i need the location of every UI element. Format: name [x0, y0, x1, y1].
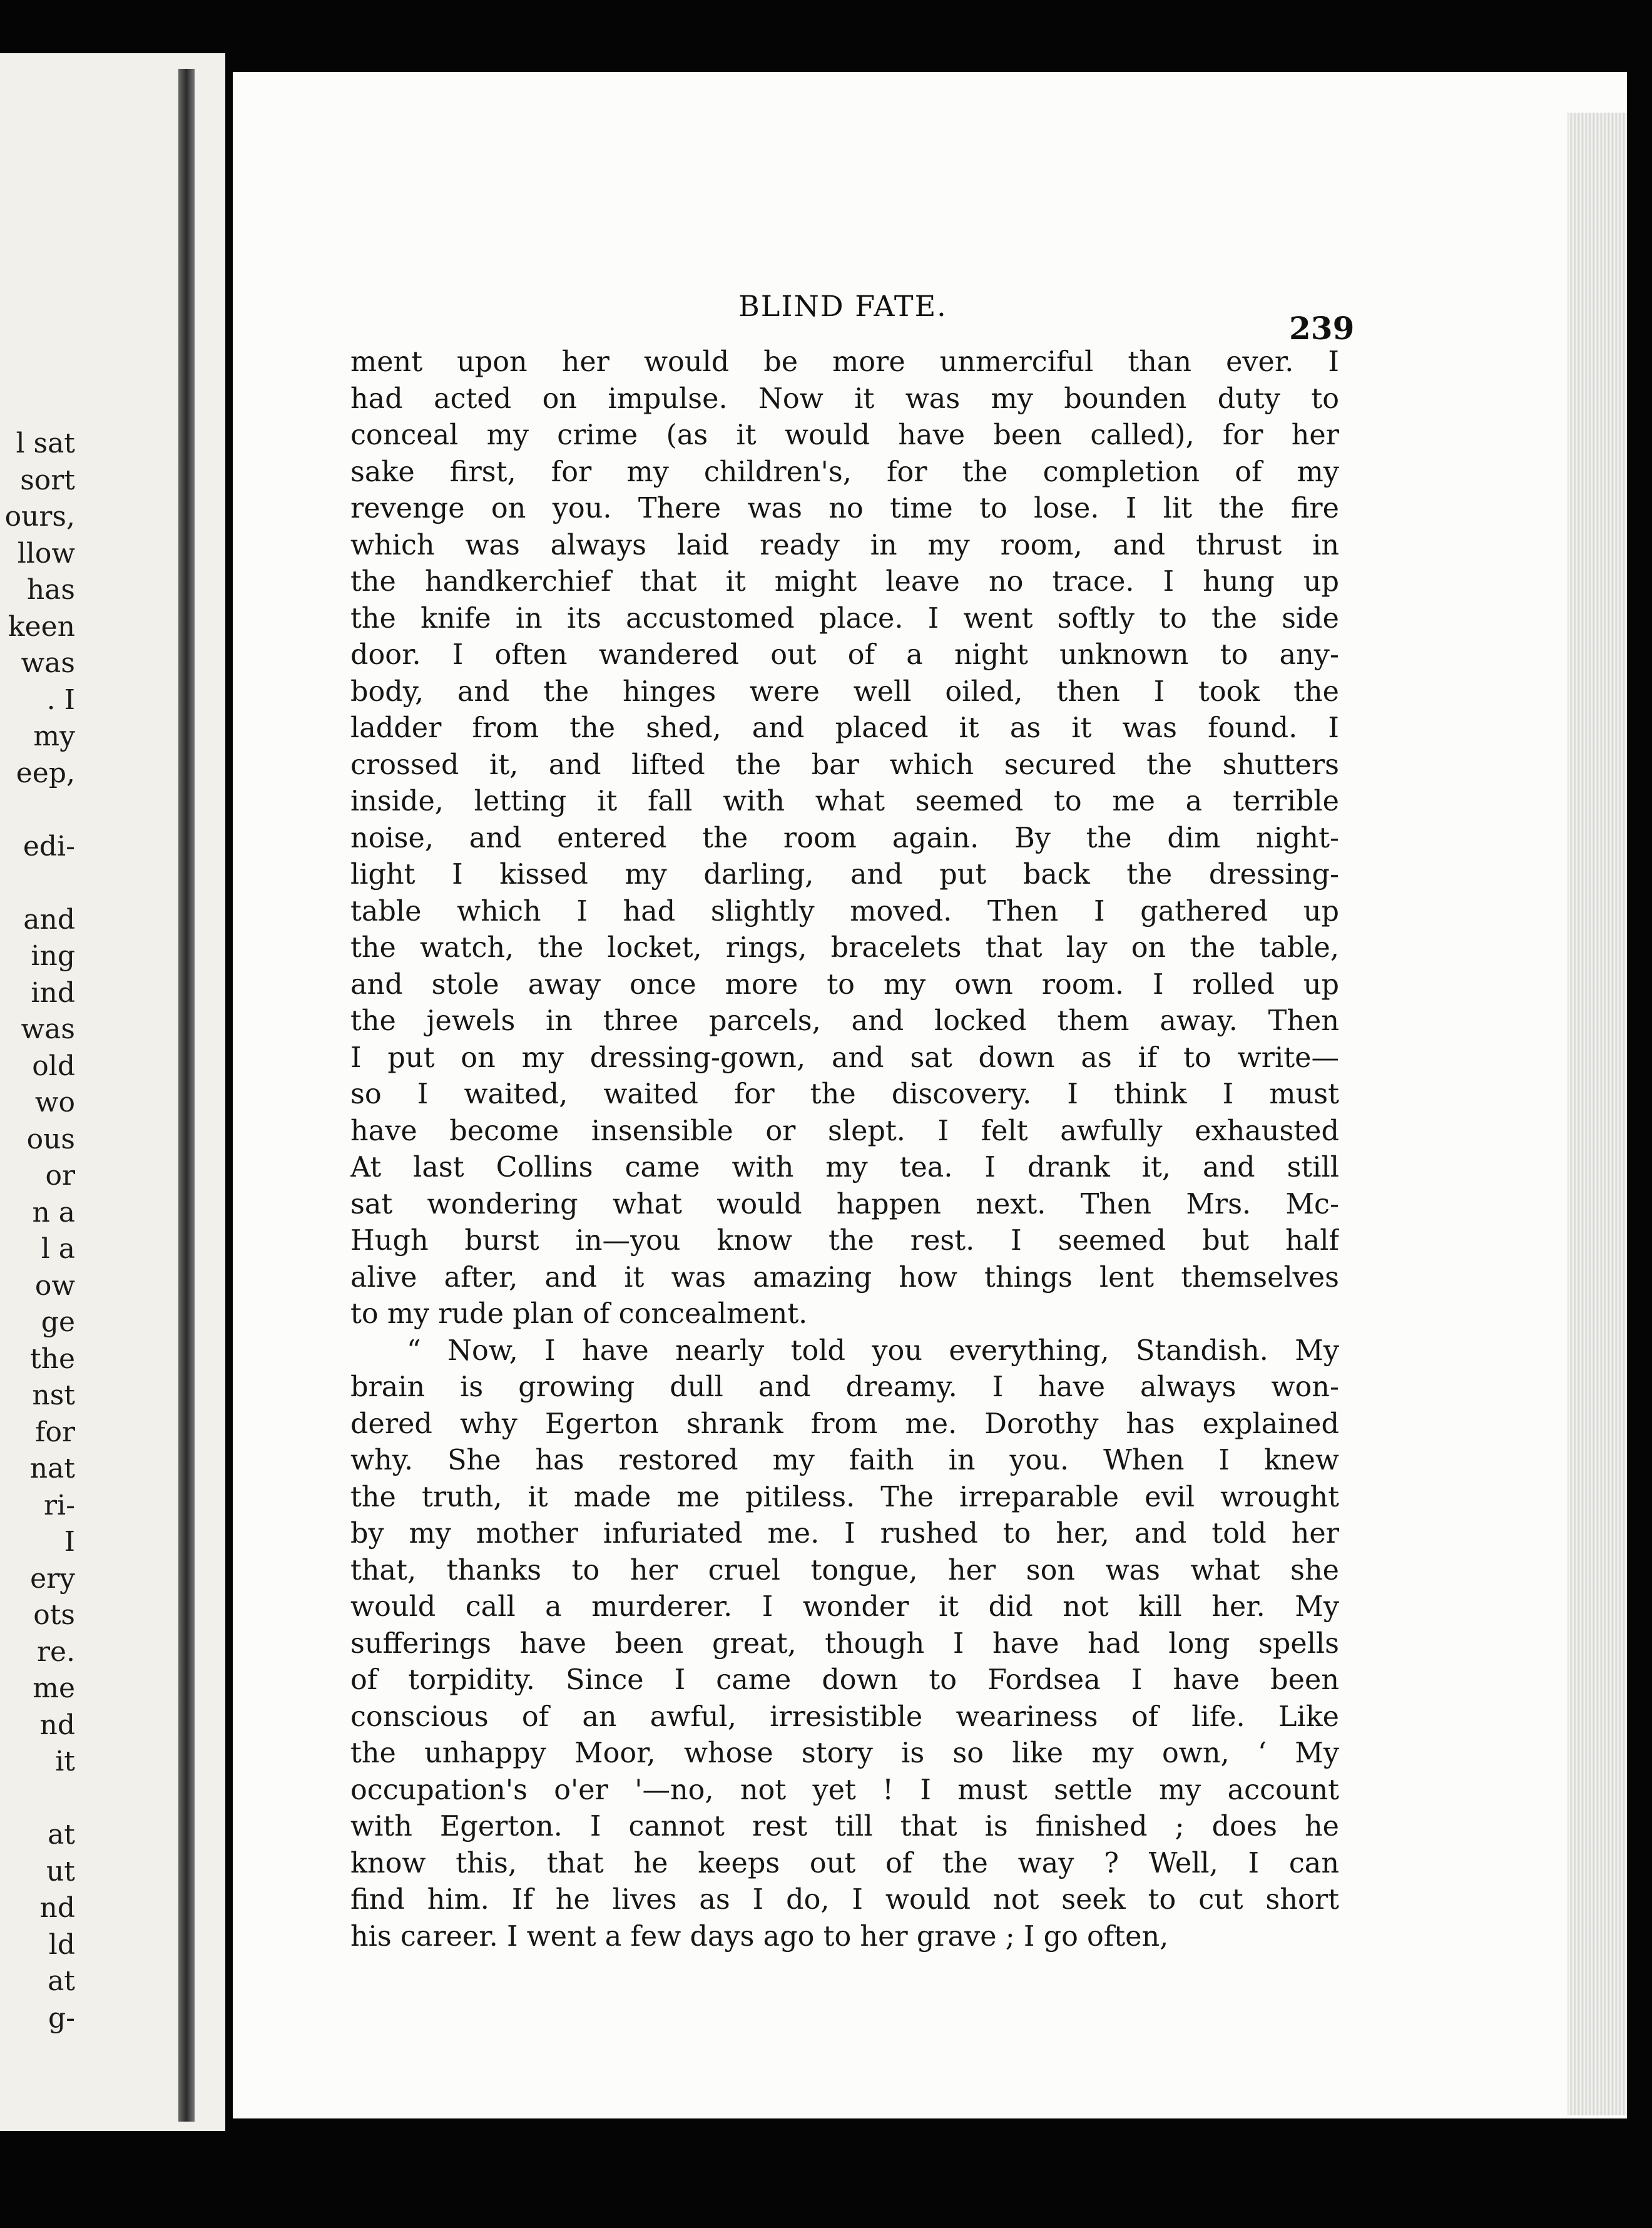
left-page-fragment: l sat: [16, 427, 75, 459]
text-line: noise, and entered the room again. By the dim night-: [350, 822, 1339, 854]
body-text: [350, 344, 1339, 1955]
left-page-fragment: ind: [31, 976, 75, 1009]
left-page-fragment: n a: [32, 1196, 75, 1229]
text-line: the jewels in three parcels, and locked them away. Then: [350, 1005, 1339, 1037]
left-page-fragment: sort: [20, 464, 75, 496]
left-page-fragment: nat: [29, 1453, 75, 1484]
text-line: At last Collins came with my tea. I drank it, and still: [350, 1152, 1339, 1183]
text-line: brain is growing dull and dreamy. I have always won-: [350, 1371, 1339, 1403]
page-number: 239: [1289, 310, 1355, 347]
left-page-fragment: ing: [31, 940, 75, 972]
text-line: the handkerchief that it might leave no trace. I hung up: [350, 566, 1339, 598]
left-page-fragment: was: [21, 1013, 75, 1045]
text-line: sufferings have been great, though I have had long spells: [350, 1627, 1339, 1660]
text-line: know this, that he keeps out of the way ? Well, I can: [350, 1847, 1339, 1879]
left-page-text: [0, 426, 75, 2036]
left-page-fragment: l a: [41, 1233, 75, 1265]
left-page-fragment: or: [45, 1160, 75, 1192]
text-line: ladder from the shed, and placed it as it was found. I: [350, 712, 1339, 744]
text-line: find him. If he lives as I do, I would not seek to cut short: [350, 1884, 1339, 1916]
left-page-fragment: wo: [34, 1086, 75, 1118]
text-line: sake first, for my children's, for the completion of my: [350, 456, 1339, 488]
left-page-fragment: old: [32, 1050, 75, 1082]
left-page-fragment: [0, 792, 75, 829]
left-page-fragment: ld: [48, 1928, 75, 1961]
left-page-fragment: at: [48, 1819, 75, 1851]
left-page-fragment: my: [33, 720, 75, 752]
left-page-fragment: ow: [34, 1269, 75, 1302]
text-line: the watch, the locket, rings, bracelets that lay on the table,: [350, 932, 1339, 964]
text-line: of torpidity. Since I came down to Fordsea I have been: [350, 1664, 1339, 1696]
text-line: Hugh burst in—you know the rest. I seemed but half: [350, 1225, 1339, 1257]
text-line: the unhappy Moor, whose story is so like my own, ‘ My: [350, 1737, 1339, 1769]
text-line: occupation's o'er '—no, not yet ! I must settle my account: [350, 1774, 1339, 1806]
left-page-fragment: g-: [48, 2001, 75, 2034]
left-page-fragment: nd: [39, 1892, 75, 1924]
text-line: sat wondering what would happen next. Then Mrs. Mc-: [350, 1188, 1339, 1220]
left-page-fragment: . I: [46, 683, 75, 716]
left-page-fragment: ours,: [4, 501, 75, 533]
left-page-fragment: and: [23, 903, 75, 936]
left-page-fragment: nst: [32, 1379, 75, 1411]
text-line: dered why Egerton shrank from me. Dorothy has explained: [350, 1408, 1339, 1440]
left-page-fragment: ut: [46, 1855, 75, 1888]
left-page-fragment: re.: [36, 1635, 75, 1668]
paragraph: [350, 1333, 1339, 1956]
left-page-fragment: [0, 865, 75, 902]
left-page-fragment: ge: [41, 1306, 75, 1338]
text-line: had acted on impulse. Now it was my bounden duty to: [350, 382, 1339, 415]
left-page-fragment: nd: [39, 1709, 75, 1741]
left-page-fragment: eep,: [16, 757, 75, 789]
left-page-fragment: [0, 1781, 75, 1817]
text-line: conscious of an awful, irresistible weariness of life. Like: [350, 1700, 1339, 1733]
book-gutter: [178, 69, 195, 2122]
text-line: why. She has restored my faith in you. When I knew: [350, 1444, 1339, 1476]
left-page-fragment: llow: [17, 537, 75, 570]
left-page-fragment: ri-: [44, 1489, 75, 1521]
text-line: the knife in its accustomed place. I went softly to the side: [350, 602, 1339, 635]
text-line: by my mother infuriated me. I rushed to her, and told her: [350, 1518, 1339, 1550]
text-line: so I waited, waited for the discovery. I think I must: [350, 1078, 1339, 1110]
text-line: ment upon her would be more unmerciful than ever. I: [350, 346, 1339, 378]
left-page-fragment: has: [26, 574, 75, 606]
text-line: with Egerton. I cannot rest till that is finished ; does he: [350, 1811, 1339, 1842]
left-page-fragment: me: [33, 1672, 75, 1704]
left-page-fragment: I: [64, 1526, 75, 1558]
running-head: BLIND FATE.: [738, 289, 947, 323]
text-line: have become insensible or slept. I felt awfully exhausted: [350, 1115, 1339, 1147]
left-page-fragment: edi-: [23, 830, 75, 862]
text-line: conceal my crime (as it would have been called), for her: [350, 419, 1339, 451]
text-line: I put on my dressing-gown, and sat down as if to write—: [350, 1041, 1339, 1074]
text-line: “ Now, I have nearly told you everything, Standish. My: [407, 1334, 1339, 1367]
text-line: which was always laid ready in my room, and thrust in: [350, 529, 1339, 561]
text-line: crossed it, and lifted the bar which secured the shutters: [350, 749, 1339, 781]
left-page-fragment: ots: [33, 1599, 75, 1631]
text-line: would call a murderer. I wonder it did not kill her. My: [350, 1591, 1339, 1623]
paragraph: [350, 344, 1339, 1333]
left-page-fragment: for: [35, 1416, 75, 1448]
left-page-fragment: the: [29, 1342, 75, 1375]
text-line: table which I had slightly moved. Then I gathered up: [350, 895, 1339, 927]
left-page-fragment: keen: [8, 610, 75, 643]
text-line: his career. I went a few days ago to her grave ; I go often,: [350, 1920, 1169, 1953]
left-page-fragment: ous: [26, 1123, 75, 1155]
text-line: body, and the hinges were well oiled, then I took the: [350, 675, 1339, 708]
text-line: to my rude plan of concealment.: [350, 1298, 808, 1330]
text-line: door. I often wandered out of a night unknown to any-: [350, 639, 1339, 671]
text-line: that, thanks to her cruel tongue, her son was what she: [350, 1554, 1339, 1587]
text-line: light I kissed my darling, and put back the dressing-: [350, 859, 1339, 891]
text-line: and stole away once more to my own room. I rolled up: [350, 968, 1339, 1001]
text-line: inside, letting it fall with what seemed to me a terrible: [350, 785, 1339, 817]
left-page-fragment: it: [55, 1745, 75, 1777]
text-line: revenge on you. There was no time to lose. I lit the fire: [350, 493, 1339, 524]
left-page-fragment: at: [48, 1965, 75, 1997]
left-page-fragment: ery: [30, 1562, 75, 1595]
page-edge: [1568, 113, 1627, 2115]
text-line: the truth, it made me pitiless. The irreparable evil wrought: [350, 1481, 1339, 1513]
left-page-fragment: was: [21, 647, 75, 679]
text-line: alive after, and it was amazing how things lent themselves: [350, 1261, 1339, 1294]
